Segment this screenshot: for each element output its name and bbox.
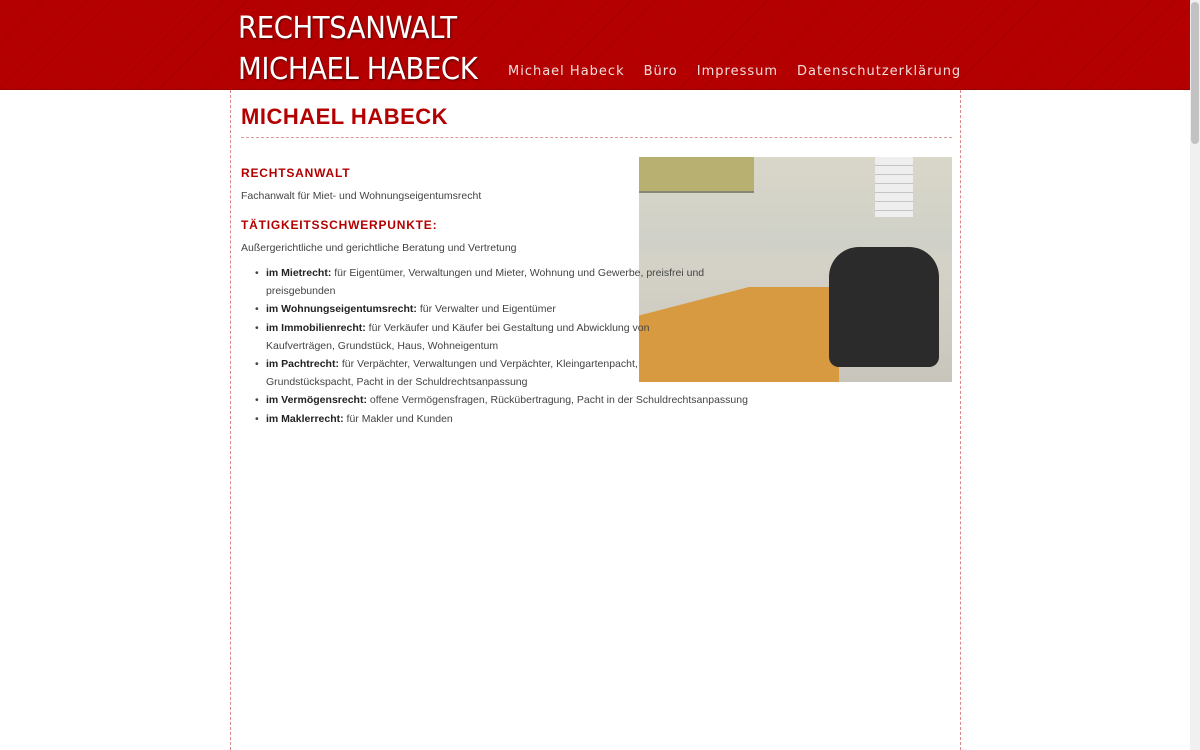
item-text: für Verkäufer und Käufer bei Gestaltung und Abwicklung von Kaufverträgen, Grundstück, Haus, Wohneigentum — [266, 321, 650, 352]
item-text: für Verpächter, Verwaltungen und Verpächter, Kleingartenpacht, Grundstückspacht, Pacht in der Schuldrechtsanpassung — [266, 358, 638, 389]
site-title[interactable] — [238, 8, 477, 90]
item-text: für Eigentümer, Verwaltungen und Mieter, Wohnung und Gewerbe, preisfrei und preisgebunden — [266, 267, 705, 298]
item-label: im Maklerrecht: — [266, 412, 344, 425]
nav-buero[interactable]: Büro — [643, 64, 678, 79]
list-item — [255, 300, 715, 318]
page-title: MICHAEL HABECK — [241, 104, 449, 129]
list-item — [255, 410, 715, 428]
divider — [241, 137, 952, 138]
site-title-line2: MICHAEL HABECK — [238, 52, 478, 87]
site-header — [0, 0, 1190, 90]
list-item — [255, 391, 748, 409]
item-text: für Makler und Kunden — [343, 412, 453, 425]
content-area — [230, 90, 961, 750]
section-text-beratung: Außergerichtliche und gerichtliche Beratung und Vertretung — [241, 242, 517, 254]
focus-list — [255, 264, 748, 428]
item-text: offene Vermögensfragen, Rückübertragung, Pacht in der Schuldrechtsanpassung — [366, 394, 748, 407]
item-label: im Wohnungseigentumsrecht: — [266, 303, 417, 316]
item-label: im Immobilienrecht: — [266, 321, 366, 334]
scrollbar[interactable] — [1190, 0, 1200, 750]
nav-impressum[interactable]: Impressum — [696, 64, 779, 79]
nav-michael-habeck[interactable]: Michael Habeck — [508, 64, 625, 79]
list-item — [255, 355, 715, 391]
scrollbar-thumb[interactable] — [1191, 2, 1199, 144]
site-title-line1: RECHTSANWALT — [238, 11, 457, 46]
section-heading-rechtsanwalt: RECHTSANWALT — [241, 166, 351, 180]
nav-datenschutz[interactable]: Datenschutzerklärung — [797, 64, 962, 79]
main-nav — [508, 64, 961, 79]
list-item — [255, 319, 715, 355]
section-text-fachanwalt: Fachanwalt für Miet- und Wohnungseigentumsrecht — [241, 190, 482, 202]
item-text: für Verwalter und Eigentümer — [416, 303, 556, 316]
item-label: im Pachtrecht: — [266, 358, 339, 371]
list-item — [255, 264, 715, 300]
section-heading-schwerpunkte: TÄTIGKEITSSCHWERPUNKTE: — [241, 218, 438, 232]
item-label: im Mietrecht: — [266, 267, 332, 279]
item-label: im Vermögensrecht: — [266, 394, 367, 407]
